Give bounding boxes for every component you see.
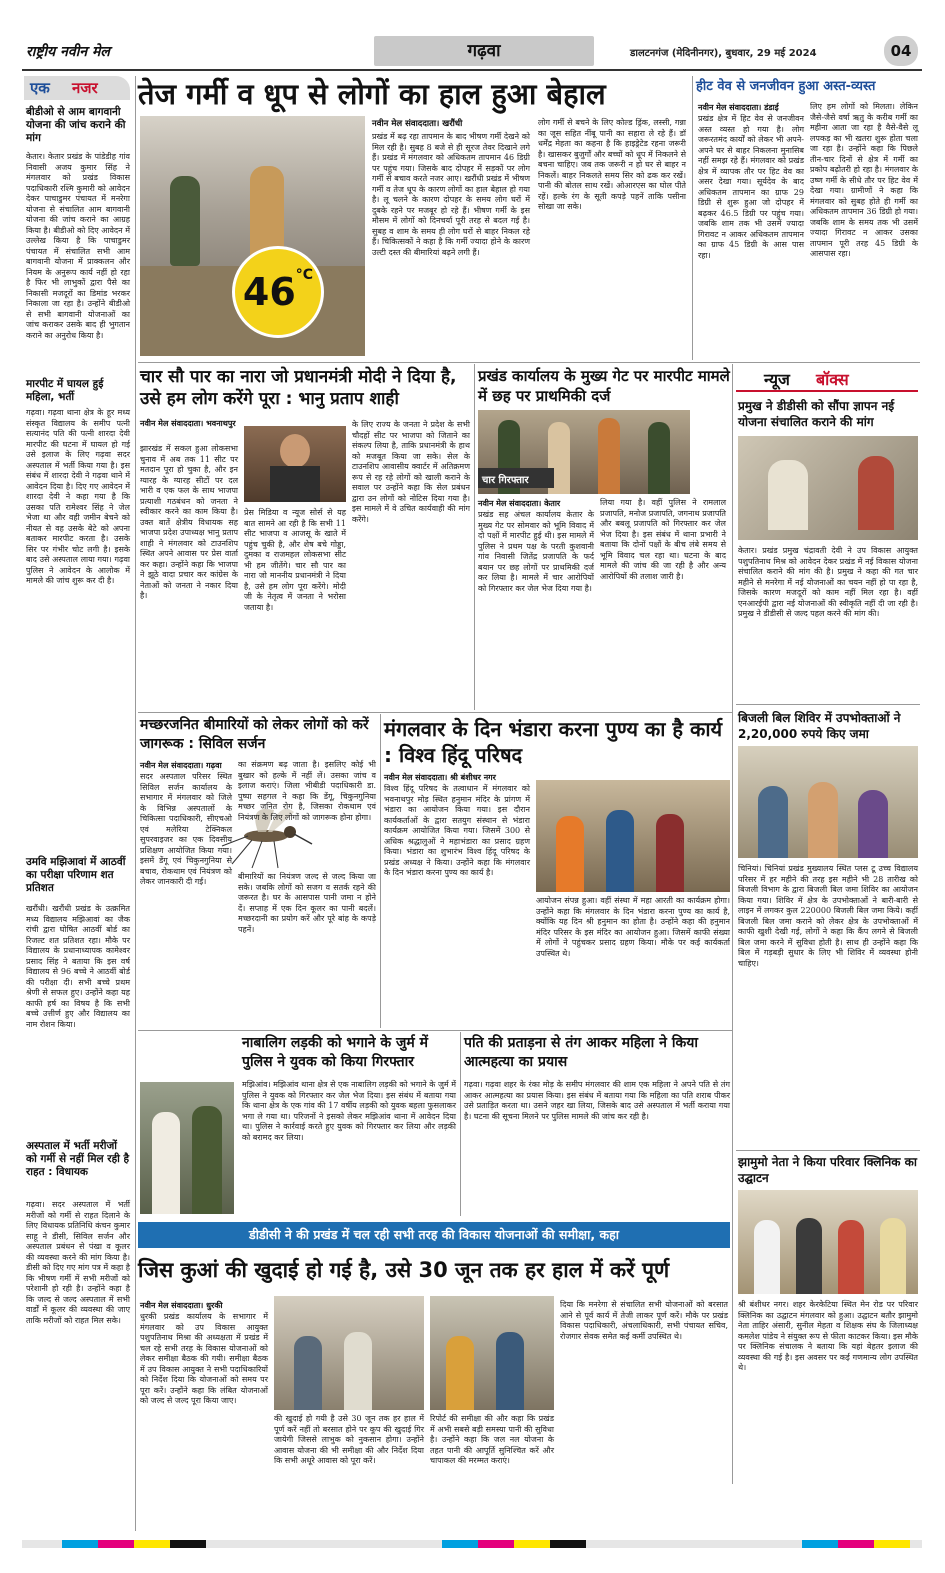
newsbox-rule <box>736 704 920 705</box>
swatch-cyan-2 <box>442 1540 478 1548</box>
lead-divider <box>692 76 693 360</box>
swatch-magenta-3 <box>838 1540 874 1548</box>
swatch-magenta-2 <box>478 1540 514 1548</box>
photo-figure <box>496 1332 524 1410</box>
modi-photo <box>244 426 346 502</box>
photo-figure <box>754 1220 780 1294</box>
photo-figure <box>294 1336 322 1410</box>
lead-headline: तेज गर्मी व धूप से लोगों का हाल हुआ बेहाल <box>138 77 606 111</box>
modi-divider <box>474 364 475 710</box>
electric-rule <box>736 1150 920 1151</box>
arrested-tag <box>478 468 554 488</box>
photo-figure <box>598 418 620 494</box>
photo-figure <box>808 782 838 858</box>
ddc-headline: जिस कुआं की खुदाई हो गई है, उसे 30 जून तक हर हाल में करें पूर्ण <box>138 1258 670 1282</box>
mosquito-headline: मच्छरजनित बीमारियों को लेकर लोगों को करें जागरूक : सिविल सर्जन <box>140 717 369 752</box>
mosquito-body-col3: बीमारियों का नियंत्रण जल्द से जल्द किया जा सके। जबकि लोगों को सजग व सतर्क रहने की जरूरत है। घर के आसपास पानी जमा न होने दें। सप्ताह में एक दिन कूलर का पानी बदलें। मच्छरदानी का प्रयोग करें और पूरे बांह के कपड़े पहनें। <box>238 872 376 934</box>
vhp-body-col1: विश्व हिंदू परिषद के तत्वाधान में मंगलवार को भवनाथपुर मोड़ स्थित हनुमान मंदिर के प्रांगण में भंडारा का आयोजन किया गया। इस दौरान कार्यकर्ताओं के द्वारा सतयुग संस्थान से भंडारा कार्यक्रम आयोजित किया गया। जिसमें 300 से अधिक श्रद्धालुओं ने महाभंडारा का प्रसाद ग्रहण किया। भंडारा का शुभारंभ विश्व हिंदू परिषद के प्रखंड अध्यक्ष ने किया। उन्होंने कहा कि मंगलवार के दिन भंडारा करना पुण्य का कार्य है। <box>384 784 530 877</box>
temperature-value: 46 <box>242 270 296 314</box>
swatch-yellow <box>134 1540 170 1548</box>
news-box-label-a: न्यूज <box>764 370 790 389</box>
page-number-text: 04 <box>890 42 912 60</box>
block-divider <box>732 364 733 1484</box>
vhp-headline: मंगलवार के दिन भंडारा करना पुण्य का है कार्य : विश्व हिंदू परिषद <box>384 717 723 767</box>
photo-figure <box>446 1336 474 1410</box>
vhp-photo <box>536 780 730 892</box>
ek-nazar-label <box>24 76 130 100</box>
ddc-body-col3: रिपोर्ट की समीक्षा की और कहा कि प्रखंड में अभी सबसे बड़ी समस्या पानी की सुविधा है। उन्होंने कहा कि जल नल योजना के तहत पानी की आपूर्ति सुनिश्चित करें और चापाकल की मरम्मत कराएं। <box>430 1414 554 1465</box>
lead-body-col1: प्रखंड में बढ़ रहा तापमान के बाद भीषण गर्मी देखने को मिल रही है। सुबह 8 बजे से ही सूरज तेवर दिखाने लगे हैं। प्रखंड में मंगलवार को अधिकतम तापमान 46 डिग्री पर पहुंच गया। जिसके बाद दोपहर में सड़कों पर लोग गर्मी से बचाव करते नजर आए। खरौंधी प्रखंड में भीषण गर्मी व तेज धूप के कारण लोगों का हाल बेहाल हो गया है। लू चलने के कारण दोपहर के समय लोग घरों में दुबके रहने पर मजबूर हो रहे हैं। भीषण गर्मी के इस मौसम में लोगों को दिनचर्या पूरी तरह से बदल गई है। सुबह व शाम के समय ही लोग घरों से बाहर निकल रहे हैं। चिकित्सकों ने कहा है कि गर्मी ज्यादा होने के कारण उल्टी दस्त की बीमारियां बढ़ने लगी हैं। <box>372 132 530 257</box>
minor-body: मझिआंव। मझिआंव थाना क्षेत्र से एक नाबालिग लड़की को भगाने के जुर्म में पुलिस ने युवक को गिरफ्तार कर जेल भेज दिया। इस संबंध में बताया गया कि थाना क्षेत्र के एक गांव की 17 वर्षीय लड़की को युवक बहला फुसलाकर भगा ले गया था। परिजनों ने इसको लेकर मझिआंव थाना में आवेदन दिया था। पुलिस ने कार्रवाई करते हुए युवक को गिरफ्तार कर लिया और लड़की को बरामद कर लिया। <box>242 1080 457 1142</box>
left-story-3-body: खरौंधी। खरौंधी प्रखंड के उत्क्रमित मध्य विद्यालय मझिआवां का जैक रांची द्वारा घोषित आठवीं बोर्ड का रिजल्ट शत प्रतिशत रहा। मौके पर विद्यालय के प्रधानाध्यापक कामेश्वर प्रसाद सिंह ने बताया कि इस वर्ष विद्यालय से 96 बच्चे ने आठवीं बोर्ड की परीक्षा दी। सभी बच्चे प्रथम श्रेणी से सफल हुए। उन्होंने कहा यह काफी हर्ष का विषय है कि सभी बच्चे उत्तीर्ण हुए और विद्यालय का नाम रोशन किया। <box>26 904 130 1029</box>
left-story-4-title: अस्पताल में भर्ती मरीजों को गर्मी से नहीं मिल रही है राहत : विधायक <box>26 1140 130 1178</box>
left-story-3-title: उमवि मझिआवां में आठवीं का परीक्षा परिणाम शत प्रतिशत <box>26 856 126 894</box>
thermometer-badge <box>232 246 324 338</box>
electric-title: बिजली बिल शिविर में उपभोक्ताओं ने 2,20,000 रुपये किए जमा <box>738 711 901 741</box>
temperature-unit: °C <box>295 267 314 283</box>
left-story-2-body: गढ़वा। गढ़वा थाना क्षेत्र के हूर मध्य संस्कृत विद्यालय के समीप पत्नी सत्यानंद पति की पत्नी शारदा देवी मारपीट की घटना में घायल हो गई उसे इलाज के लिए गढ़वा सदर अस्पताल में भर्ती किया गया है। इस संबंध में शारदा देवी ने गढ़वा थाने में आवेदन दिया है। दिए गए आवेदन में शारदा देवी ने कहा गया है कि उसका पति रामेश्वर सिंह ने जेल भेजा था और वही जमीन बेचने को नीयत से वह उसके बेटे को अपना बताकर मारपीट करता है। उसके सिर पर गंभीर चोट लगी है। इसके बाद उसे अस्पताल लाया गया। गढ़वा पुलिस ने आवेदन के आलोक में मामले की जांच शुरू कर दी है। <box>26 408 130 585</box>
swatch-cyan <box>62 1540 98 1548</box>
photo-figure <box>880 1218 906 1294</box>
vhp-body-col2: आयोजन संपन्न हुआ। वहीं संस्था में महा आरती का कार्यक्रम होगा। उन्होंने कहा कि मंगलवार के दिन भंडारा करना पुण्य का कार्य है, क्योंकि यह दिन श्री हनुमान का होता है। उन्होंने कहा की हनुमान मंदिर परिसर के इस मंदिर का आयोजन हुआ। जिसमें काफी संख्या में लोगों ने पहुंचकर प्रसाद ग्रहण किया। मौके पर कई कार्यकर्ता उपस्थित थे। <box>536 896 730 958</box>
modi-body-col1: झारखंड में सकल हुआ लोकसभा चुनाव में अब तक 11 सीट पर मतदान पूरा हो चुका है, और इन ग्यारह के ग्यारह सीटों पर दल भारी व एक फल के साथ भाजपा प्रत्याशी गठबंधन को जनता ने स्वीकार करने का काम किया है। उक्त बातें क्षेत्रीय विधायक सह भाजपा प्रदेश उपाध्यक्ष भानु प्रताप शाही ने मंगलवार को टाउनशिप स्थित अपने आवास पर प्रेस वार्ता कर कहा। उन्होंने कहा कि भाजपा ने झूठे वादा प्रचार कर कांग्रेस के नेताओं को जनता ने नकार दिया है। <box>140 444 238 600</box>
modi-headline: चार सौ पार का नारा जो प्रधानमंत्री मोदी ने दिया है, उसे हम लोग करेंगे पूरा : भानु प्रताप शाही <box>140 367 457 409</box>
newsbox-body: केतार। प्रखंड प्रमुख चंद्रावती देवी ने उप विकास आयुक्त पशुपतिनाथ मिश्र को आवेदन देकर प्रखंड में नई विकास योजना संचालित कराने की मांग की है। प्रमुख ने कहा की गत चार महीने से मनरेगा में नई योजनाओं का चयन नहीं हो पा रहा है, जिसके कारण मजदूरों को काम नहीं मिल रहा है। वहीं एनआरईपी द्वारा नई योजनाओं की स्वीकृति नहीं दी जा रही है। प्रमुख ने डीडीसी से जल्द पहल करने की मांग की। <box>738 546 918 618</box>
left-story-1-body: केतार। केतार प्रखंड के पांडेडीह गांव निवासी अजय कुमार सिंह ने मंगलवार को प्रखंड विकास पदाधिकारी रश्मि कुमारी को आवेदन देकर पाचाडुमर पंचायत में मनरेगा योजना से संचालित आम बागवानी योजना की जांच कराने का आग्रह किया है। बीडीओ को दिए आवेदन में उल्लेख किया है कि पाचाडुमर पंचायत में संचालित सभी आम बागवानी योजना में प्राक्कलन और नियम के अनुरूप कार्य नहीं हो रहा है फिर भी लाभुकों द्वारा पैसे का निकासी मजदूरों का डिमांड भरकर निकाला जा रहा है। उन्होंने बीडीओ से सभी बागवानी योजनाओं का जांच कराकर उसके बाद ही भुगतान कराने का अनुरोध किया है। <box>26 152 130 340</box>
vhp-byline: नवीन मेल संवाददाता। श्री बंशीधर नगर <box>384 773 496 782</box>
heatwave-byline: नवीन मेल संवाददाता। डंडाई <box>698 103 779 112</box>
photo-figure <box>648 422 670 494</box>
block-byline: नवीन मेल संवाददाता। केतार <box>478 499 561 508</box>
photo-figure <box>170 176 200 266</box>
block-body-col1: प्रखंड सह अंचल कार्यालय केतार के मुख्य गेट पर सोमवार को भूमि विवाद में दो पक्षों में मारपीट हुई थी। इस मामले में पुलिस ने प्रथम पक्ष के परती कुशवानी गांव निवासी जितेंद्र प्रजापति के फर्द बयान पर छह लोगों पर प्राथमिकी दर्ज कर लिया है। मामले में चार आरोपियों को गिरफ्तार कर जेल भेज दिया गया है। <box>478 510 594 593</box>
electric-photo <box>738 746 918 858</box>
row1-rule <box>138 362 920 363</box>
photo-figure <box>280 434 310 468</box>
masthead <box>22 36 922 66</box>
left-col-divider <box>135 76 136 1531</box>
minor-photo <box>140 1082 234 1214</box>
photo-figure <box>858 790 888 858</box>
left-story-1-title: बीडीओ से आम बागवानी योजना की जांच कराने की मांग <box>26 106 126 144</box>
minor-headline: नाबालिग लड़की को भगाने के जुर्म में पुलिस ने युवक को किया गिरफ्तार <box>242 1035 429 1070</box>
lead-photo <box>140 116 365 356</box>
mosquito-divider <box>380 714 381 1028</box>
left-story-4-body: गढ़वा। सदर अस्पताल में भर्ती मरीजों को गर्मी से राहत दिलाने के लिए विधायक प्रतिनिधि कंचन कुमार साहू ने डीसी, सिविल सर्जन और अस्पताल प्रबंधन से पंखा व कूलर की व्यवस्था करने की मांग किया है। डीसी को दिए गए मांग पत्र में कहा है कि भीषण गर्मी में सभी मरीजों को परेशानी हो रही है। उन्होंने कहा है कि जल्द से जल्द अस्पताल में सभी वार्डों में कूलर की व्यवस्था की जाए ताकि मरीजों को राहत मिल सके। <box>26 1200 130 1325</box>
photo-figure <box>152 1112 180 1214</box>
footer-registration-bar <box>22 1540 922 1548</box>
arrested-tag-text: चार गिरफ्तार <box>482 475 529 486</box>
heatwave-body-col1: प्रखंड क्षेत्र में हिट वेव से जनजीवन अस्त व्यस्त हो गया है। लोग जरूरतमंद कार्यों को लेकर भी अपने-अपने घर से बाहर निकलना मुनासिब नहीं समझ रहे हैं। मंगलवार को प्रखंड क्षेत्र में व्यापक तौर पर हिट वेव का असर देखा गया। सूर्यदेव के बाद अधिकतम तापमान का ग्राफ 29 डिग्री से शुरू हुआ जो दोपहर में बढ़कर 46.5 डिग्री पर पहुंच गया। जबकि शाम तक भी उसमें ज्यादा गिरावट न आकर अधिकतम तापमान का ग्राफ 45 डिग्री के आस पास रहा। <box>698 114 804 260</box>
heatwave-body-col2: लिए हम लोगों को मिलता। लेकिन जैसे-जैसे वर्षा ऋतु के करीब गर्मी का महीना आता जा रहा है वैसे-वैसे लू लपकड़ का भी खतरा शुरू होता चला जा रहा है। उन्होंने कहा कि पिछले तीन-चार दिनों से क्षेत्र में गर्मी का प्रकोप बढ़ोतरी हो रहा है। मंगलवार के उष्ण गर्मी के सीधे तौर पर हिट वेव में देखा गया। ग्रामीणों ने कहा कि मंगलवार को सुबह होते ही गर्मी का अधिकतम तापमान 36 डिग्री हो गया। जबकि शाम के समय तक भी उसमें ज्यादा गिरावट न आकर उसका तापमान पूरी तरह 45 डिग्री के आसपास रहा। <box>810 102 918 258</box>
ddc-byline: नवीन मेल संवाददाता। धुरकी <box>140 1301 223 1310</box>
lead-body-col2: लोग गर्मी से बचने के लिए कोल्ड ड्रिंक, लस्सी, गन्ना का जूस सहित नींबू पानी का सहारा ले रहे हैं। डॉ धर्मेंद्र मेहता का कहना है कि हाइड्रेटेड रहना जरूरी है। खासकर बुजुर्गों और बच्चों को धूप में निकलने से बचना चाहिए। जब तक जरूरी न हो घर से बाहर न निकलें। बाहर निकलते समय सिर को ढक कर रखें। पानी की बोतल साथ रखें। ओआरएस का घोल पीते रहें। हल्के रंग के सूती कपड़े पहनें ताकि पसीना सोखा जा सके। <box>538 118 686 211</box>
photo-figure <box>656 814 684 892</box>
mosquito-body-col1: सदर अस्पताल परिसर स्थित सिविल सर्जन कार्यालय के सभागार में मंगलवार को जिले के विभिन्न अस्पतालों के चिकित्सा पदाधिकारी, सीएचओ एवं मलेरिया टेक्निकल सुपरवाइजर का एक दिवसीय प्रशिक्षण आयोजित किया गया। इसमें डेंगू एवं चिकुनगुनिया से बचाव, रोकथाम एवं नियंत्रण को लेकर जानकारी दी गई। <box>140 772 232 886</box>
minor-divider <box>460 1032 461 1216</box>
modi-byline: नवीन मेल संवाददाता। भवनाथपुर <box>140 419 236 428</box>
jmm-body: श्री बंशीधर नगर। शहर केरकेटिया स्थित मेन रोड पर परिवार क्लिनिक का उद्घाटन मंगलवार को हुआ। उद्घाटन बतौर झामुमो नेता ताहिर अंसारी, सुनील मेहता व शिक्षक संघ के जिलाध्यक्ष कमलेश पांडेय ने संयुक्त रूप से फीता काटकर किया। इस मौके पर क्लिनिक संचालक ने बताया कि यहां बेहतर इलाज की व्यवस्था की गई है। इस अवसर पर कई गणमान्य लोग उपस्थित थे। <box>738 1300 918 1372</box>
suicide-body: गढ़वा। गढ़वा शहर के रंका मोड़ के समीप मंगलवार की शाम एक महिला ने अपने पति से तंग आकर आत्महत्या का प्रयास किया। इस संबंध में बताया गया कि महिला का पति शराब पीकर उसे प्रताड़ित करता था। उसने जहर खा लिया, जिसके बाद उसे अस्पताल में भर्ती कराया गया है। घटना की सूचना मिलने पर पुलिस मामले की जांच कर रही है। <box>464 1080 730 1121</box>
left-story-2-title: मारपीट में घायल हुई महिला, भर्ती <box>26 378 104 403</box>
ddc-body-col4: दिया कि मनरेगा से संचालित सभी योजनाओं को बरसात आने से पूर्व कार्य में तेजी लाकर पूर्ण करें। मौके पर प्रखंड विकास पदाधिकारी, अंचलाधिकारी, सभी पंचायत सचिव, रोजगार सेवक समेत कई कर्मी उपस्थित थे। <box>560 1300 728 1341</box>
photo-figure <box>768 460 808 530</box>
photo-figure <box>270 466 320 502</box>
electric-body: चिनियां। चिनियां प्रखंड मुख्यालय स्थित प्लस टू उच्च विद्यालय परिसर में हर महीने की तरह इस महीने भी 28 तारीख को बिजली विभाग के द्वारा बिजली बिल जमा शिविर का आयोजन किया गया। शिविर में क्षेत्र के उपभोक्ताओं ने बारी-बारी से लाइन में लगकर कुल 220000 बिजली बिल जमा किये। कहीं बिजली बिल जमा कराने को लेकर क्षेत्र के उपभोक्ताओं में काफी खुशी देखी गई, लोगों ने कहा कि कैंप लगने से बिजली बिल जमा करने में सुविधा होती है। साथ ही उन्होंने कहा कि बिल में गड़बड़ी सुधार के लिए भी शिविर में व्यवस्था होनी चाहिए। <box>738 864 918 968</box>
jmm-title: झामुमो नेता ने किया परिवार क्लिनिक का उद्घाटन <box>738 1155 917 1185</box>
photo-figure <box>838 1220 864 1294</box>
jmm-photo <box>738 1190 918 1294</box>
masthead-rule <box>22 69 922 71</box>
block-body-col2: लिया गया है। वहीं पुलिस ने रामलाल प्रजापति, मनोज प्रजापति, जगनाथ प्रजापति और बबलू प्रजापति को गिरफ्तार कर जेल भेज दिया है। इस संबंध में थाना प्रभारी ने बताया कि दोनों पक्षों के बीच लंबे समय से भूमि विवाद चल रहा था। घटना के बाद मामले की जांच की जा रही है और अन्य आरोपियों की तलाश जारी है। <box>600 498 726 581</box>
ek-nazar-label-a: एक <box>30 79 50 97</box>
lead-byline: नवीन मेल संवाददाता। खरौंधी <box>372 119 463 129</box>
section-tab <box>374 36 594 66</box>
heatwave-title: हीट वेव से जनजीवन हुआ अस्त-व्यस्त <box>696 79 876 94</box>
swatch-black <box>170 1540 206 1548</box>
mosquito-byline: नवीन मेल संवाददाता। गढ़वा <box>140 761 222 770</box>
swatch-magenta <box>98 1540 134 1548</box>
newsbox-title: प्रमुख ने डीडीसी को सौंपा ज्ञापन नई योजना संचालित कराने की मांग <box>738 399 895 429</box>
ddc-photo-2 <box>430 1296 554 1410</box>
ek-nazar-label-b: नजर <box>72 79 98 97</box>
block-photo <box>478 410 690 494</box>
row3-rule <box>138 1030 732 1031</box>
swatch-black-2 <box>550 1540 586 1548</box>
photo-figure <box>556 816 584 892</box>
ddc-body-col1: धुरकी प्रखंड कार्यालय के सभागार में मंगलवार को उप विकास आयुक्त पशुपतिनाथ मिश्रा की अध्यक्षता में प्रखंड में चल रहे सभी तरह के विकास योजनाओं को लेकर समीक्षा बैठक की गयी। समीक्षा बैठक में उप विकास आयुक्त ने सभी पदाधिकारियों को निर्देश दिया कि योजनाओं को समय पर पूरा करें। उन्होंने कहा कि लंबित योजनाओं को जल्द से जल्द पूरा किया जाए। <box>140 1312 268 1405</box>
ddc-banner-text: डीडीसी ने की प्रखंड में चल रही सभी तरह की विकास योजनाओं की समीक्षा, कहा <box>249 1227 619 1242</box>
section-title: गढ़वा <box>467 41 501 61</box>
mosquito-body-col2: का संक्रमण बढ़ जाता है। इसलिए कोई भी बुखार को हल्के में नहीं लें। उसका जांच व इलाज कराएं। जिला भीबीडी पदाधिकारी डा. पुष्पा सहगल ने कहा कि डेंगू, चिकुनगुनिया मच्छर जनित रोग है, जिसका रोकथाम एवं नियंत्रण के लिए लोगों को जागरूक होना होगा। <box>238 760 376 822</box>
swatch-yellow-2 <box>514 1540 550 1548</box>
dateline: डालटनगंज (मेदिनीनगर), बुधवार, 29 मई 2024 <box>630 48 817 59</box>
photo-figure <box>192 1106 222 1214</box>
photo-figure <box>606 810 634 892</box>
paper-name: राष्ट्रीय नवीन मेल <box>26 44 110 60</box>
news-box-label-b: बॉक्स <box>816 370 849 389</box>
block-headline: प्रखंड कार्यालय के मुख्य गेट पर मारपीट मामले में छह पर प्राथमिकी दर्ज <box>478 367 730 405</box>
modi-body-col3: के लिए राज्य के जनता ने प्रदेश के सभी चौदहों सीट पर भाजपा को जिताने का संकल्प लिया है, ताकि प्रधानमंत्री के हाथ को मजबूत किया जा सके। सेल के टाउनशिप आवासीय क्वार्टर में अतिक्रमण रूप से रह रहे लोगों को खाली कराने के सवाल पर उन्होंने कहा कि सेल प्रबंधन द्वारा उन लोगों को नोटिस दिया गया है। इस मामले में वे उचित कार्यवाही की मांग करेंगे। <box>352 420 470 524</box>
ddc-body-col2: की खुदाई हो गयी है उसे 30 जून तक हर हाल में पूर्ण करें नहीं तो बरसात होने पर कूप की खुदाई गिर जायेगी जिससे लाभुक को नुकसान होगा। उन्होंने आवास योजना की भी समीक्षा की और निर्देश दिया कि सभी अधूरे आवास को पूरा करें। <box>274 1414 424 1465</box>
modi-body-col2: प्रेस मिडिया व न्यूज सोर्स से यह बात सामने आ रही है कि सभी 11 सीट भाजपा व आजसू के खाते में पहुंच चुकी है, और शेष बचे गोड्डा, दुमका व राजमहल लोकसभा सीट भी हम जीतेंगे। चार सौ पार का नारा जो माननीय प्रधानमंत्री ने दिया है, उसे हम लोग पूरा करेंगे। मोदी जी के नेतृत्व में जनता ने भरोसा जताया है। <box>244 508 346 612</box>
photo-figure <box>758 786 788 858</box>
photo-figure <box>858 456 894 530</box>
swatch-yellow-3 <box>874 1540 910 1548</box>
photo-figure <box>344 1332 372 1410</box>
ddc-banner <box>138 1222 730 1248</box>
ddc-photo-1 <box>274 1296 424 1410</box>
page-number <box>884 36 918 66</box>
row2-rule <box>138 712 732 713</box>
newsbox-photo <box>738 436 918 540</box>
suicide-headline: पति की प्रताड़ना से तंग आकर महिला ने किया आत्महत्या का प्रयास <box>464 1035 698 1070</box>
swatch-cyan-3 <box>802 1540 838 1548</box>
news-box-label <box>736 366 918 392</box>
photo-figure <box>796 1218 822 1294</box>
